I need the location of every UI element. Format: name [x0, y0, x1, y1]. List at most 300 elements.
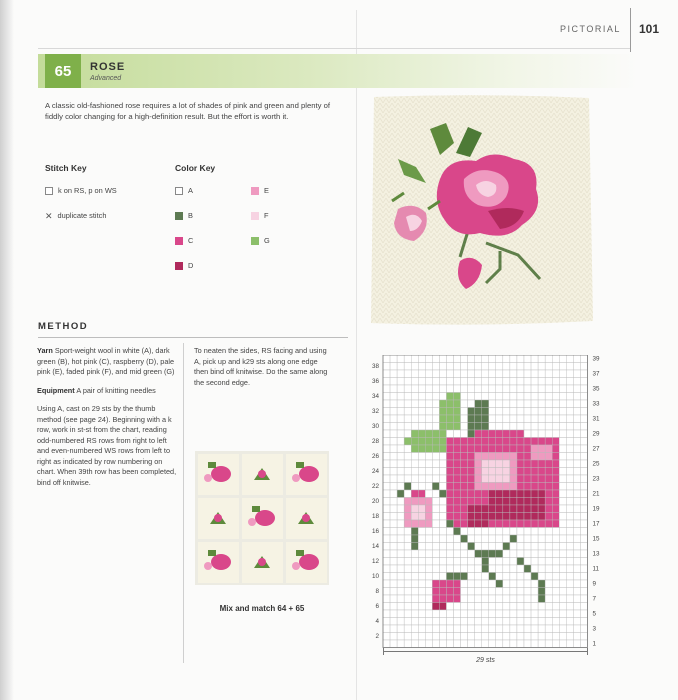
chart-cell: [439, 363, 446, 371]
chart-cell: [411, 468, 418, 476]
chart-cell: [489, 513, 496, 521]
chart-cell: [545, 580, 552, 588]
chart-cell: [510, 505, 517, 513]
chart-cell: [503, 370, 510, 378]
chart-cell: [503, 445, 510, 453]
row-label-right: 11: [592, 565, 599, 573]
chart-cell: [538, 400, 545, 408]
chart-cell: [573, 430, 580, 438]
chart-cell: [432, 415, 439, 423]
chart-cell: [397, 625, 404, 633]
chart-cell: [418, 633, 425, 641]
chart-cell: [454, 445, 461, 453]
chart-cell: [446, 595, 453, 603]
chart-cell: [390, 468, 397, 476]
chart-cell: [482, 385, 489, 393]
chart-cell: [383, 618, 390, 626]
chart-cell: [552, 400, 559, 408]
chart-cell: [517, 633, 524, 641]
chart-cell: [531, 618, 538, 626]
chart-cell: [454, 625, 461, 633]
chart-cell: [573, 445, 580, 453]
chart-cell: [545, 393, 552, 401]
chart-cell: [517, 355, 524, 363]
chart-cell: [482, 438, 489, 446]
chart-cell: [425, 438, 432, 446]
chart-cell: [475, 565, 482, 573]
chart-cell: [404, 573, 411, 581]
chart-cell: [496, 573, 503, 581]
chart-cell: [461, 513, 468, 521]
chart-cell: [545, 640, 552, 648]
intro-text: A classic old-fashioned rose requires a lot of shades of pink and green and plenty of fiddly color changing for a high-definition result. But the effort is worth it.: [45, 101, 331, 121]
chart-cell: [390, 400, 397, 408]
chart-cell: [580, 460, 587, 468]
chart-cell: [461, 385, 468, 393]
chart-cell: [566, 438, 573, 446]
chart-cell: [545, 513, 552, 521]
chart-cell: [411, 430, 418, 438]
chart-cell: [552, 625, 559, 633]
chart-cell: [404, 640, 411, 648]
chart-cell: [538, 408, 545, 416]
chart-cell: [510, 438, 517, 446]
chart-cell: [538, 610, 545, 618]
chart-cell: [496, 535, 503, 543]
chart-cell: [566, 520, 573, 528]
chart-cell: [489, 378, 496, 386]
chart-cell: [411, 415, 418, 423]
chart-cell: [566, 558, 573, 566]
chart-cell: [517, 400, 524, 408]
chart-cell: [439, 633, 446, 641]
chart-cell: [439, 438, 446, 446]
chart-cell: [538, 550, 545, 558]
chart-cell: [397, 490, 404, 498]
chart-cell: [439, 385, 446, 393]
chart-cell: [580, 363, 587, 371]
chart-cell: [432, 520, 439, 528]
chart-cell: [489, 355, 496, 363]
chart-cell: [545, 498, 552, 506]
chart-cell: [439, 513, 446, 521]
chart-cell: [432, 550, 439, 558]
chart-cell: [439, 475, 446, 483]
chart-cell: [446, 468, 453, 476]
chart-cell: [439, 430, 446, 438]
chart-cell: [552, 550, 559, 558]
chart-cell: [503, 408, 510, 416]
chart-cell: [439, 453, 446, 461]
chart-cell: [468, 363, 475, 371]
chart-cell: [552, 535, 559, 543]
chart-cell: [461, 520, 468, 528]
chart-cell: [475, 520, 482, 528]
chart-cell: [439, 603, 446, 611]
chart-cell: [425, 535, 432, 543]
chart-cell: [510, 565, 517, 573]
chart-cell: [411, 400, 418, 408]
chart-cell: [524, 640, 531, 648]
chart-cell: [383, 640, 390, 648]
chart-cell: [468, 400, 475, 408]
chart-cell: [517, 603, 524, 611]
chart-cell: [468, 490, 475, 498]
chart-cell: [397, 543, 404, 551]
chart-cell: [425, 453, 432, 461]
chart-cell: [383, 498, 390, 506]
chart-cell: [538, 468, 545, 476]
chart-cell: [404, 610, 411, 618]
chart-cell: [439, 573, 446, 581]
chart-cell: [538, 385, 545, 393]
chart-cell: [545, 430, 552, 438]
chart-cell: [517, 393, 524, 401]
yarn-paragraph: [37, 346, 177, 378]
chart-cell: [432, 588, 439, 596]
chart-cell: [538, 423, 545, 431]
chart-cell: [489, 558, 496, 566]
chart-cell: [397, 483, 404, 491]
chart-cell: [496, 370, 503, 378]
chart-cell: [475, 573, 482, 581]
chart-cell: [545, 610, 552, 618]
chart-cell: [418, 595, 425, 603]
chart-cell: [425, 603, 432, 611]
chart-cell: [531, 565, 538, 573]
row-label-right: 39: [592, 355, 600, 363]
chart-cell: [475, 490, 482, 498]
chart-cell: [454, 460, 461, 468]
chart-cell: [475, 505, 482, 513]
chart-cell: [552, 513, 559, 521]
chart-cell: [397, 640, 404, 648]
color-key-item: [251, 186, 269, 195]
chart-cell: [383, 535, 390, 543]
chart-cell: [580, 370, 587, 378]
chart-cell: [559, 430, 566, 438]
chart-cell: [411, 378, 418, 386]
method-column-rule: [183, 343, 184, 663]
chart-cell: [475, 543, 482, 551]
chart-cell: [559, 408, 566, 416]
stitch-key-label: k on RS, p on WS: [58, 186, 117, 195]
chart-cell: [573, 453, 580, 461]
chart-cell: [454, 423, 461, 431]
chart-cell: [531, 603, 538, 611]
row-label-left: 12: [371, 558, 379, 566]
chart-cell: [468, 498, 475, 506]
chart-cell: [454, 475, 461, 483]
bud-motif: [204, 474, 212, 482]
chart-cell: [566, 355, 573, 363]
chart-cell: [489, 438, 496, 446]
chart-cell: [468, 543, 475, 551]
chart-cell: [559, 445, 566, 453]
chart-cell: [552, 498, 559, 506]
chart-cell: [510, 393, 517, 401]
chart-cell: [503, 543, 510, 551]
chart-cell: [559, 460, 566, 468]
chart-cell: [397, 498, 404, 506]
chart-cell: [439, 423, 446, 431]
chart-cell: [552, 558, 559, 566]
chart-cell: [496, 610, 503, 618]
chart-cell: [559, 393, 566, 401]
chart-cell: [566, 460, 573, 468]
chart-cell: [538, 558, 545, 566]
chart-cell: [390, 355, 397, 363]
chart-cell: [482, 453, 489, 461]
chart-cell: [580, 588, 587, 596]
chart-cell: [573, 505, 580, 513]
chart-cell: [418, 610, 425, 618]
open-square-icon: [45, 187, 53, 195]
chart-cell: [489, 580, 496, 588]
chart-cell: [552, 430, 559, 438]
chart-cell: [524, 565, 531, 573]
chart-cell: [580, 393, 587, 401]
chart-cell: [468, 483, 475, 491]
chart-cell: [418, 535, 425, 543]
chart-cell: [489, 565, 496, 573]
chart-cell: [461, 460, 468, 468]
chart-cell: [432, 445, 439, 453]
chart-cell: [510, 453, 517, 461]
chart-cell: [566, 363, 573, 371]
chart-cell: [411, 453, 418, 461]
chart-cell: [475, 423, 482, 431]
chart-cell: [439, 520, 446, 528]
chart-cell: [468, 468, 475, 476]
chart-cell: [496, 543, 503, 551]
chart-cell: [545, 633, 552, 641]
chart-cell: [390, 633, 397, 641]
chart-cell: [559, 565, 566, 573]
chart-cell: [489, 498, 496, 506]
chart-cell: [425, 490, 432, 498]
chart-cell: [573, 640, 580, 648]
row-label-left: 6: [375, 603, 379, 611]
chart-cell: [432, 408, 439, 416]
chart-cell: [397, 573, 404, 581]
stitch-key-heading: Stitch Key: [45, 163, 87, 173]
chart-cell: [411, 550, 418, 558]
chart-cell: [411, 408, 418, 416]
chart-cell: [446, 535, 453, 543]
chart-cell: [446, 573, 453, 581]
chart-cell: [510, 603, 517, 611]
chart-cell: [496, 580, 503, 588]
chart-cell: [468, 625, 475, 633]
chart-cell: [517, 505, 524, 513]
chart-cell: [432, 625, 439, 633]
chart-cell: [404, 513, 411, 521]
chart-cell: [425, 460, 432, 468]
chart-cell: [461, 625, 468, 633]
chart-cell: [503, 423, 510, 431]
chart-cell: [461, 468, 468, 476]
chart-cell: [531, 513, 538, 521]
chart-cell: [404, 490, 411, 498]
chart-cell: [538, 355, 545, 363]
chart-cell: [524, 558, 531, 566]
chart-cell: [454, 640, 461, 648]
chart-cell: [390, 505, 397, 513]
chart-cell: [510, 618, 517, 626]
chart-cell: [573, 603, 580, 611]
chart-cell: [397, 505, 404, 513]
chart-cell: [503, 415, 510, 423]
chart-cell: [482, 483, 489, 491]
chart-cell: [566, 453, 573, 461]
chart-cell: [496, 460, 503, 468]
chart-cell: [573, 385, 580, 393]
chart-cell: [573, 610, 580, 618]
chart-cell: [468, 505, 475, 513]
chart-cell: [475, 363, 482, 371]
chart-cell: [580, 408, 587, 416]
chart-cell: [573, 595, 580, 603]
chart-cell: [538, 460, 545, 468]
chart-cell: [517, 535, 524, 543]
chart-cell: [418, 543, 425, 551]
chart-cell: [566, 528, 573, 536]
chart-cell: [524, 460, 531, 468]
chart-cell: [524, 543, 531, 551]
chart-cell: [411, 558, 418, 566]
chart-cell: [397, 415, 404, 423]
chart-cell: [531, 370, 538, 378]
chart-cell: [383, 580, 390, 588]
chart-cell: [510, 573, 517, 581]
chart-cell: [496, 378, 503, 386]
chart-cell: [573, 355, 580, 363]
chart-cell: [411, 588, 418, 596]
chart-cell: [545, 400, 552, 408]
chart-cell: [489, 490, 496, 498]
chart-cell: [580, 610, 587, 618]
chart-cell: [482, 460, 489, 468]
mix-and-match-swatches: [195, 451, 329, 585]
chart-cell: [446, 640, 453, 648]
chart-cell: [566, 565, 573, 573]
chart-cell: [552, 490, 559, 498]
chart-cell: [566, 580, 573, 588]
chart-cell: [496, 423, 503, 431]
chart-cell: [482, 595, 489, 603]
chart-cell: [454, 385, 461, 393]
chart-cell: [397, 423, 404, 431]
chart-cell: [383, 415, 390, 423]
chart-cell: [482, 565, 489, 573]
row-label-right: 5: [592, 610, 596, 618]
chart-cell: [531, 558, 538, 566]
chart-cell: [503, 505, 510, 513]
chart-cell: [559, 513, 566, 521]
chart-cell: [559, 438, 566, 446]
chart-cell: [425, 580, 432, 588]
chart-cell: [496, 550, 503, 558]
chart-cell: [425, 408, 432, 416]
chart-cell: [425, 558, 432, 566]
row-label-left: 10: [371, 573, 379, 581]
chart-cell: [552, 595, 559, 603]
chart-cell: [454, 565, 461, 573]
chart-cell: [531, 633, 538, 641]
chart-cell: [573, 543, 580, 551]
bud-motif: [214, 514, 222, 522]
chart-cell: [461, 438, 468, 446]
chart-cell: [475, 550, 482, 558]
chart-cell: [524, 423, 531, 431]
chart-cell: [446, 400, 453, 408]
chart-cell: [545, 535, 552, 543]
chart-cell: [566, 618, 573, 626]
chart-cell: [545, 438, 552, 446]
chart-cell: [454, 505, 461, 513]
chart-cell: [524, 483, 531, 491]
chart-cell: [461, 490, 468, 498]
chart-cell: [503, 573, 510, 581]
chart-cell: [503, 475, 510, 483]
chart-cell: [482, 378, 489, 386]
chart-cell: [552, 610, 559, 618]
chart-cell: [524, 580, 531, 588]
chart-cell: [503, 438, 510, 446]
chart-cell: [524, 415, 531, 423]
chart-cell: [461, 543, 468, 551]
chart-cell: [503, 490, 510, 498]
chart-cell: [531, 573, 538, 581]
chart-cell: [573, 400, 580, 408]
chart-cell: [439, 370, 446, 378]
chart-cell: [418, 505, 425, 513]
chart-cell: [517, 370, 524, 378]
chart-cell: [580, 550, 587, 558]
chart-cell: [454, 490, 461, 498]
chart-cell: [489, 625, 496, 633]
chart-cell: [468, 573, 475, 581]
chart-cell: [397, 370, 404, 378]
chart-cell: [531, 550, 538, 558]
chart-cell: [559, 363, 566, 371]
rose-motif: [299, 466, 319, 482]
chart-cell: [468, 370, 475, 378]
chart-cell: [404, 378, 411, 386]
chart-cell: [482, 468, 489, 476]
row-label-right: 33: [592, 400, 600, 408]
row-label-right: 17: [592, 520, 600, 528]
row-label-right: 13: [592, 550, 600, 558]
chart-cell: [496, 528, 503, 536]
chart-cell: [496, 363, 503, 371]
chart-cell: [524, 490, 531, 498]
chart-cell: [559, 370, 566, 378]
row-label-right: 3: [592, 625, 596, 633]
chart-cell: [566, 513, 573, 521]
chart-cell: [538, 565, 545, 573]
chart-cell: [439, 415, 446, 423]
chart-cell: [383, 603, 390, 611]
chart-cell: [383, 355, 390, 363]
chart-cell: [524, 378, 531, 386]
chart-cell: [475, 483, 482, 491]
row-label-right: 7: [592, 595, 596, 603]
chart-cell: [439, 378, 446, 386]
chart-cell: [411, 498, 418, 506]
chart-cell: [432, 633, 439, 641]
